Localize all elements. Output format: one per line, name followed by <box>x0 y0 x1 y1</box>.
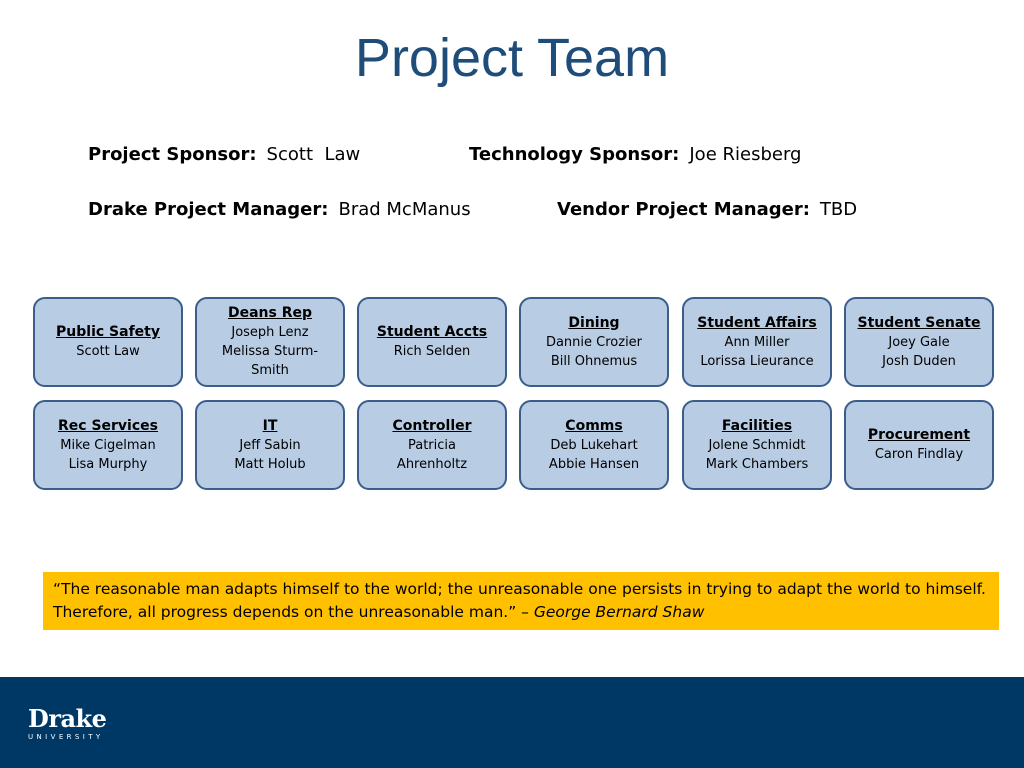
project-sponsor-value: Scott Law <box>266 144 361 165</box>
team-box-public-safety <box>33 297 183 387</box>
team-box-student-accts <box>357 297 507 387</box>
team-box-title: Procurement <box>867 427 971 443</box>
team-box-title: Controller <box>392 417 472 434</box>
team-member: Ahrenholtz <box>396 456 468 472</box>
team-member: Patricia <box>407 437 456 453</box>
team-box-title: Rec Services <box>58 417 158 434</box>
team-box-title: Deans Rep <box>227 305 313 321</box>
team-member: Bill Ohnemus <box>550 353 638 369</box>
team-box-deans-rep <box>195 297 345 387</box>
team-box-title: Dining <box>568 314 620 331</box>
team-box-comms <box>519 400 669 490</box>
team-member: Jeff Sabin <box>239 437 301 453</box>
quote-box <box>43 572 999 630</box>
team-member: Mike Cigelman <box>60 437 156 453</box>
logo-subtext: UNIVERSITY <box>28 733 104 741</box>
drake-pm-label: Drake Project Manager: <box>88 199 329 220</box>
team-box-rec-services <box>33 400 183 490</box>
team-box-student-senate <box>844 297 994 387</box>
team-member: Lorissa Lieurance <box>700 353 814 369</box>
team-box-controller <box>357 400 507 490</box>
team-member: Joseph Lenz <box>231 325 309 340</box>
team-member: Matt Holub <box>234 456 306 472</box>
team-member: Jolene Schmidt <box>708 437 806 453</box>
technology-sponsor-row <box>469 144 801 165</box>
team-box-title: Public Safety <box>56 324 160 340</box>
team-member: Dannie Crozier <box>545 334 643 350</box>
drake-logo <box>28 706 106 742</box>
quote-author: George Bernard Shaw <box>533 603 705 621</box>
vendor-pm-value: TBD <box>819 199 858 220</box>
drake-pm-value: Brad McManus <box>338 199 471 220</box>
quote-text: “The reasonable man adapts himself to the world; the unreasonable one persists in trying to adapt the world to himself. Therefore, all progress depends on the unreasonable man.” – <box>53 580 986 621</box>
logo-wordmark: Drake <box>28 704 107 733</box>
technology-sponsor-label: Technology Sponsor: <box>469 144 680 165</box>
team-member: Ann Miller <box>724 334 790 350</box>
team-member: Lisa Murphy <box>68 456 148 472</box>
team-box-dining <box>519 297 669 387</box>
drake-pm-row <box>88 199 471 220</box>
footer-bar <box>0 677 1024 768</box>
team-member: Melissa Sturm- <box>221 344 319 359</box>
team-member: Caron Findlay <box>874 447 964 462</box>
project-sponsor-label: Project Sponsor: <box>88 144 257 165</box>
team-member: Abbie Hansen <box>548 456 640 472</box>
team-member: Josh Duden <box>882 353 956 369</box>
team-member: Mark Chambers <box>705 456 809 472</box>
team-box-facilities <box>682 400 832 490</box>
team-member: Deb Lukehart <box>550 437 638 453</box>
team-member: Smith <box>251 363 289 378</box>
vendor-pm-label: Vendor Project Manager: <box>557 199 810 220</box>
team-box-title: Student Accts <box>376 324 488 340</box>
team-box-title: IT <box>262 417 278 434</box>
team-member: Joey Gale <box>888 334 950 350</box>
team-member: Scott Law <box>76 344 140 359</box>
technology-sponsor-value: Joe Riesberg <box>689 144 802 165</box>
project-sponsor-row <box>88 144 360 165</box>
vendor-pm-row <box>557 199 857 220</box>
team-box-it <box>195 400 345 490</box>
team-box-procurement <box>844 400 994 490</box>
team-box-title: Facilities <box>721 417 793 434</box>
team-member: Rich Selden <box>393 344 471 359</box>
team-box-title: Student Senate <box>857 314 981 331</box>
team-box-student-affairs <box>682 297 832 387</box>
team-box-title: Student Affairs <box>697 314 817 331</box>
page-title: Project Team <box>354 28 670 88</box>
team-box-title: Comms <box>565 417 623 434</box>
